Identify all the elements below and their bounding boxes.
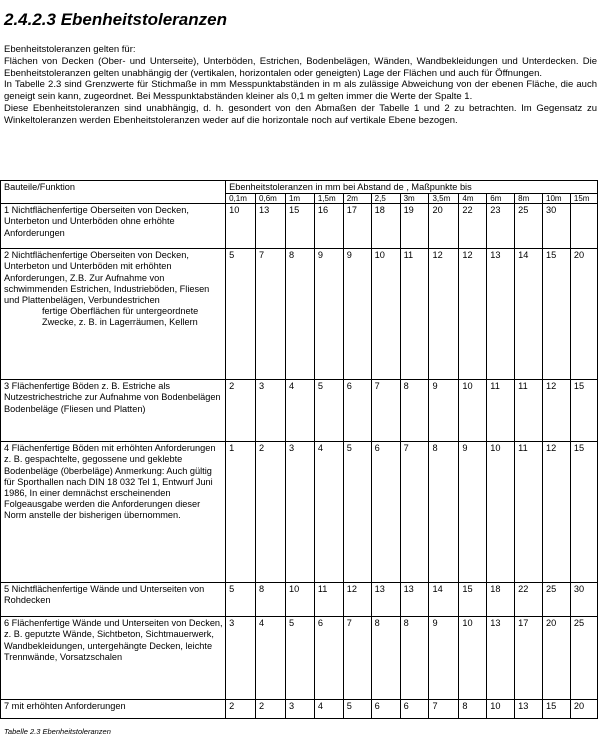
value-cell: 20 [543,617,571,700]
value-cell: 13 [400,583,429,617]
value-cell: 11 [515,442,543,583]
value-cell: 15 [543,249,571,380]
value-cell: 2 [256,442,286,583]
function-cell [1,583,226,617]
value-cell: 5 [314,380,343,442]
function-cell [1,204,226,249]
value-cell: 3 [285,700,314,719]
table-header-row [1,181,598,194]
distance-header-cell: 0,6m [256,194,286,204]
value-cell: 13 [256,204,286,249]
value-cell: 4 [256,617,286,700]
distance-header-cell: 0,1m [226,194,256,204]
value-cell: 12 [543,442,571,583]
function-text: 2 Nichtflächenfertige Oberseiten von Decken, Unterbeton und Unterböden mit erhöhten Anforderungen, Z.B. Zur Aufnahme von schwimmenden Estrichen, Industrieböden, Fliesen und Plattenbelägen, Verbundestrichen [4,250,210,306]
value-cell: 6 [343,380,371,442]
section-heading: 2.4.2.3 Ebenheitstoleranzen [4,10,227,29]
distance-header-cell: 2,5 [371,194,400,204]
value-cell: 9 [343,249,371,380]
table-row [1,617,598,700]
value-cell: 8 [285,249,314,380]
value-cell: 8 [256,583,286,617]
value-cell: 3 [285,442,314,583]
value-cell: 20 [570,249,597,380]
value-cell: 5 [226,249,256,380]
value-cell: 18 [371,204,400,249]
table-row [1,700,598,719]
value-cell: 2 [256,700,286,719]
value-cell: 12 [429,249,459,380]
value-cell: 13 [371,583,400,617]
value-cell: 6 [314,617,343,700]
tolerance-table [0,180,598,719]
value-cell: 11 [487,380,515,442]
value-cell: 1 [226,442,256,583]
function-text: 1 Nichtflächenfertige Oberseiten von Decken, Unterbeton und Unterböden ohne erhöhte Anforderungen [4,205,189,238]
value-cell: 14 [515,249,543,380]
value-cell: 2 [226,380,256,442]
value-cell: 30 [570,583,597,617]
value-cell: 9 [429,380,459,442]
distance-header-cell: 8m [515,194,543,204]
distance-header-cell: 15m [570,194,597,204]
function-text: 7 mit erhöhten Anforderungen [4,701,126,712]
value-cell: 8 [400,380,429,442]
value-cell: 8 [429,442,459,583]
value-cell: 13 [487,249,515,380]
distance-header-cell: 4m [459,194,487,204]
intro-paragraph: Ebenheitstoleranzen gelten für: [4,44,136,55]
value-cell: 5 [285,617,314,700]
function-text: 5 Nichtflächenfertige Wände und Unterseiten von Rohdecken [4,584,205,606]
value-cell: 13 [515,700,543,719]
value-cell: 15 [570,442,597,583]
value-cell: 30 [543,204,571,249]
function-cell [1,617,226,700]
intro-text [4,44,597,127]
value-cell: 8 [459,700,487,719]
value-cell: 6 [371,442,400,583]
value-cell: 23 [487,204,515,249]
value-cell: 10 [459,617,487,700]
value-cell: 9 [429,617,459,700]
header-distance-group: Ebenheitstoleranzen in mm bei Abstand de , Maßpunkte bis [226,181,598,194]
value-cell: 10 [459,380,487,442]
value-cell: 10 [371,249,400,380]
table-row [1,583,598,617]
intro-paragraph: Flächen von Decken (Ober- und Unterseite), Unterböden, Estrichen, Bodenbelägen, Wänden, Wandbekleidungen und Unterdecken. Die Ebenheitstoleranzen gelten unabhängig der (vertikalen, horizontalen oder geneigten) Lage der Flächen und auch für Öffnungen. [4,55,597,79]
distance-header-cell: 6m [487,194,515,204]
value-cell: 3 [256,380,286,442]
function-text: 6 Flächenfertige Wände und Unterseiten von Decken, z. B. geputzte Wände, Sichtbeton, Sichtmauerwerk, Wandbekleidungen, untergehängte Decken, leichte Trennwände, Vorsatzschalen [4,618,223,662]
value-cell: 3 [226,617,256,700]
distance-header-cell: 10m [543,194,571,204]
value-cell: 7 [256,249,286,380]
value-cell: 20 [570,700,597,719]
value-cell: 19 [400,204,429,249]
value-cell: 16 [314,204,343,249]
value-cell: 14 [429,583,459,617]
value-cell: 18 [487,583,515,617]
table-caption: Tabelle 2.3 Ebenheitstoleranzen [4,727,111,736]
value-cell: 4 [314,442,343,583]
value-cell: 11 [314,583,343,617]
table-row [1,380,598,442]
value-cell: 5 [226,583,256,617]
value-cell: 9 [459,442,487,583]
function-cell [1,700,226,719]
value-cell: 10 [487,442,515,583]
header-function: Bauteile/Funktion [1,181,226,204]
value-cell: 12 [343,583,371,617]
intro-paragraph: In Tabelle 2.3 sind Grenzwerte für Stichmaße in mm Messpunktabständen in m als zulässige Abweichung von der ebenen Fläche, die auch geneigt sein kann, zugeordnet. Bei Messpunktabständen kleiner als 0,1 m gelten immer die Werte der Spalte 1. [4,79,597,103]
value-cell: 8 [371,617,400,700]
value-cell: 7 [429,700,459,719]
value-cell: 22 [515,583,543,617]
value-cell: 17 [343,204,371,249]
value-cell: 7 [371,380,400,442]
value-cell: 20 [429,204,459,249]
function-text: 3 Flächenfertige Böden z. B. Estriche als Nutzestrichestriche zur Aufnahme von Bodenbelägen Bodenbeläge (Fliesen und Platten) [4,381,221,414]
value-cell: 7 [400,442,429,583]
value-cell: 15 [543,700,571,719]
intro-paragraph: Diese Ebenheitstoleranzen sind unabhängig, d. h. gesondert von den Abmaßen der Tabelle 1 und 2 zu betrachten. Im Gegensatz zu Winkeltoleranzen werden Ebenheitstoleranzen weder auf die horizontale noch auf vertikale Ebene bezogen. [4,102,597,126]
value-cell: 10 [226,204,256,249]
function-text: 4 Flächenfertige Böden mit erhöhten Anforderungen z. B. gespachtelte, gegossene und geklebte Bodenbeläge (0berbeläge) Anmerkung: Auch gültig für Sporthallen nach DIN 18 032 Tel 1, Entwurf Juni 1986, In einer demnächst erscheinenden Folgeausgabe werden die Anforderungen dieser Norm anstelle der bisherigen übernommen. [4,443,216,521]
value-cell: 22 [459,204,487,249]
value-cell [570,204,597,249]
value-cell: 25 [515,204,543,249]
distance-header-cell: 3m [400,194,429,204]
value-cell: 17 [515,617,543,700]
value-cell: 4 [285,380,314,442]
value-cell: 5 [343,442,371,583]
function-extra-text: fertige Oberflächen für untergeordnete Zwecke, z. B. in Lagerräumen, Kellern [42,306,199,328]
value-cell: 10 [285,583,314,617]
function-cell [1,442,226,583]
distance-header-cell: 3,5m [429,194,459,204]
value-cell: 6 [400,700,429,719]
function-cell [1,249,226,380]
value-cell: 15 [459,583,487,617]
distance-header-cell: 2m [343,194,371,204]
value-cell: 6 [371,700,400,719]
table-row [1,249,598,380]
value-cell: 2 [226,700,256,719]
value-cell: 9 [314,249,343,380]
table-row [1,442,598,583]
function-cell [1,380,226,442]
value-cell: 8 [400,617,429,700]
distance-header-cell: 1m [285,194,314,204]
value-cell: 15 [285,204,314,249]
value-cell: 10 [487,700,515,719]
value-cell: 15 [570,380,597,442]
value-cell: 5 [343,700,371,719]
value-cell: 11 [515,380,543,442]
table-row [1,204,598,249]
value-cell: 25 [543,583,571,617]
value-cell: 12 [543,380,571,442]
value-cell: 4 [314,700,343,719]
value-cell: 25 [570,617,597,700]
value-cell: 13 [487,617,515,700]
value-cell: 11 [400,249,429,380]
distance-header-cell: 1,5m [314,194,343,204]
value-cell: 7 [343,617,371,700]
value-cell: 12 [459,249,487,380]
